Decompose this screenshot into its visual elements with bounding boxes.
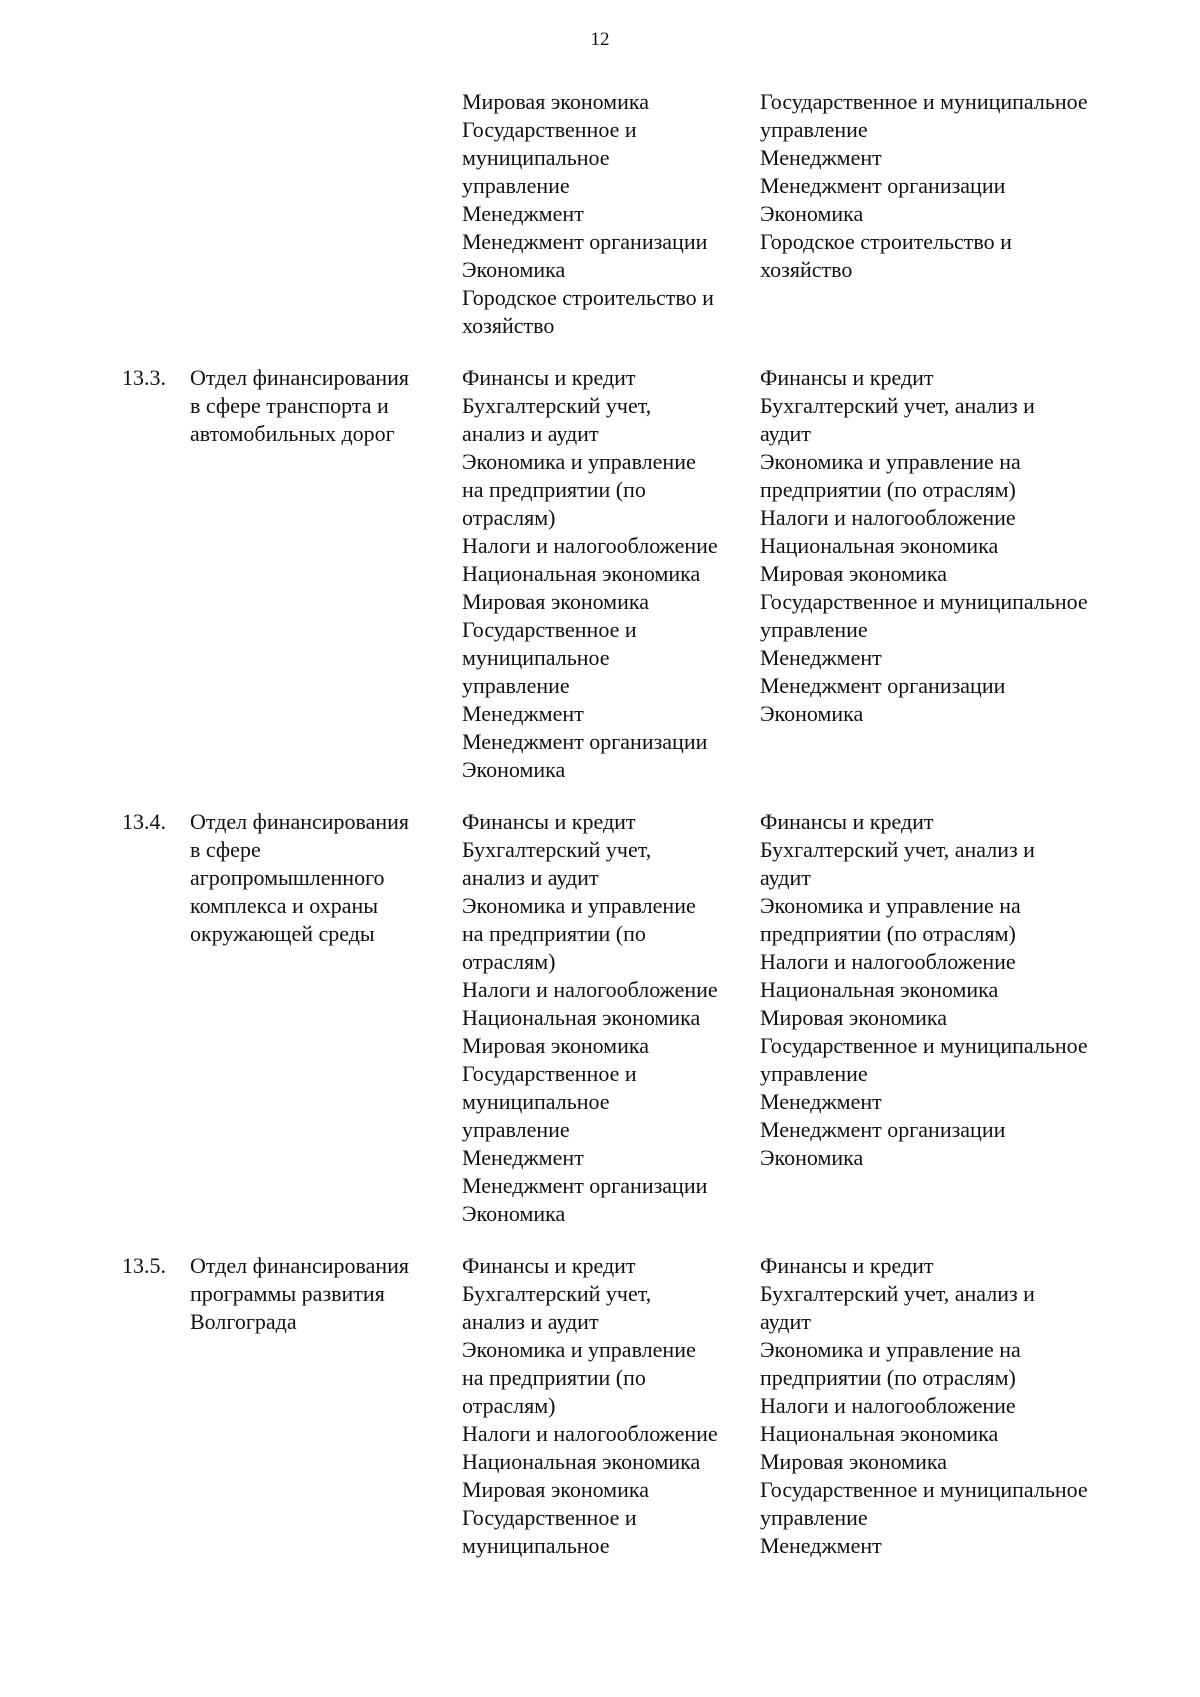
table-row <box>0 364 1200 808</box>
list-item: Мировая экономика <box>462 589 649 614</box>
list-item: Финансы и кредит <box>760 1253 934 1278</box>
list-item: Экономика <box>462 1201 566 1226</box>
list-item: аудит <box>760 865 811 890</box>
list-item: Менеджмент <box>462 701 584 726</box>
specialties-list-b <box>760 88 1160 284</box>
specialties-list-a <box>462 88 752 340</box>
department-line: Отдел финансирования <box>190 365 410 390</box>
list-item: Менеджмент <box>760 145 882 170</box>
list-item: Экономика и управление на <box>760 449 1021 474</box>
list-item: Экономика <box>462 257 566 282</box>
list-item: Менеджмент <box>760 1533 882 1558</box>
row-number: 13.3. <box>122 365 166 390</box>
list-item: Бухгалтерский учет, <box>462 393 652 418</box>
list-item: Бухгалтерский учет, анализ и <box>760 837 1035 862</box>
list-item: Налоги и налогообложение <box>760 505 1016 530</box>
list-item: анализ и аудит <box>462 1309 599 1334</box>
list-item: аудит <box>760 421 811 446</box>
department-line: Отдел финансирования <box>190 1253 410 1278</box>
list-item: муниципальное <box>462 1533 610 1558</box>
department-line: программы развития <box>190 1281 385 1306</box>
list-item: аудит <box>760 1309 811 1334</box>
list-item: Менеджмент организации <box>462 729 708 754</box>
list-item: муниципальное <box>462 145 610 170</box>
table-row <box>0 88 1200 364</box>
list-item: отраслям) <box>462 949 556 974</box>
specialties-list-a <box>462 1252 752 1560</box>
list-item: управление <box>760 1505 868 1530</box>
list-item: Менеджмент организации <box>760 173 1006 198</box>
list-item: Налоги и налогообложение <box>462 1421 718 1446</box>
department-name <box>190 808 440 948</box>
list-item: Экономика <box>462 757 566 782</box>
list-item: Менеджмент <box>760 645 882 670</box>
list-item: муниципальное <box>462 645 610 670</box>
list-item: Менеджмент организации <box>760 673 1006 698</box>
list-item: Менеджмент <box>462 1145 584 1170</box>
list-item: Бухгалтерский учет, <box>462 837 652 862</box>
list-item: Экономика <box>760 201 864 226</box>
list-item: Налоги и налогообложение <box>760 949 1016 974</box>
specialties-list-a <box>462 364 752 784</box>
list-item: Государственное и <box>462 1061 637 1086</box>
list-item: Мировая экономика <box>760 1005 947 1030</box>
list-item: Налоги и налогообложение <box>760 1393 1016 1418</box>
list-item: Национальная экономика <box>462 1449 701 1474</box>
list-item: управление <box>462 173 570 198</box>
list-item: Экономика <box>760 1145 864 1170</box>
list-item: Налоги и налогообложение <box>462 977 718 1002</box>
list-item: Национальная экономика <box>760 533 999 558</box>
list-item: Финансы и кредит <box>760 365 934 390</box>
list-item: Менеджмент <box>760 1089 882 1114</box>
specialties-list-a <box>462 808 752 1228</box>
list-item: Бухгалтерский учет, анализ и <box>760 1281 1035 1306</box>
list-item: Государственное и муниципальное <box>760 589 1088 614</box>
list-item: Налоги и налогообложение <box>462 533 718 558</box>
department-line: автомобильных дорог <box>190 421 395 446</box>
list-item: Финансы и кредит <box>462 1253 636 1278</box>
department-name <box>190 364 440 448</box>
page-number: 12 <box>590 29 610 50</box>
list-item: Менеджмент <box>462 201 584 226</box>
department-line: агропромышленного <box>190 865 385 890</box>
list-item: отраслям) <box>462 1393 556 1418</box>
list-item: управление <box>462 1117 570 1142</box>
list-item: управление <box>760 617 868 642</box>
list-item: управление <box>462 673 570 698</box>
table-row <box>0 808 1200 1252</box>
list-item: управление <box>760 1061 868 1086</box>
table-row <box>0 1252 1200 1584</box>
list-item: Менеджмент организации <box>462 229 708 254</box>
list-item: Финансы и кредит <box>462 365 636 390</box>
list-item: Мировая экономика <box>462 1033 649 1058</box>
specialties-list-b <box>760 364 1160 728</box>
list-item: на предприятии (по <box>462 477 646 502</box>
specialties-table <box>0 88 1200 1584</box>
list-item: Бухгалтерский учет, <box>462 1281 652 1306</box>
list-item: Экономика и управление <box>462 893 696 918</box>
list-item: анализ и аудит <box>462 421 599 446</box>
list-item: на предприятии (по <box>462 1365 646 1390</box>
department-line: окружающей среды <box>190 921 375 946</box>
department-line: в сфере транспорта и <box>190 393 389 418</box>
list-item: Государственное и муниципальное <box>760 1477 1088 1502</box>
list-item: управление <box>760 117 868 142</box>
specialties-list-b <box>760 808 1160 1172</box>
department-line: комплекса и охраны <box>190 893 379 918</box>
list-item: Национальная экономика <box>462 561 701 586</box>
list-item: Экономика и управление на <box>760 1337 1021 1362</box>
list-item: Государственное и муниципальное <box>760 1033 1088 1058</box>
list-item: Городское строительство и <box>760 229 1012 254</box>
list-item: Государственное и муниципальное <box>760 89 1088 114</box>
list-item: на предприятии (по <box>462 921 646 946</box>
list-item: Государственное и <box>462 1505 637 1530</box>
list-item: Финансы и кредит <box>462 809 636 834</box>
list-item: Мировая экономика <box>760 1449 947 1474</box>
list-item: Экономика и управление на <box>760 893 1021 918</box>
list-item: муниципальное <box>462 1089 610 1114</box>
list-item: предприятии (по отраслям) <box>760 921 1016 946</box>
list-item: Менеджмент организации <box>462 1173 708 1198</box>
list-item: Городское строительство и <box>462 285 714 310</box>
list-item: Национальная экономика <box>462 1005 701 1030</box>
list-item: Государственное и <box>462 117 637 142</box>
list-item: Экономика <box>760 701 864 726</box>
list-item: Мировая экономика <box>462 89 649 114</box>
department-name <box>190 1252 440 1336</box>
row-number: 13.5. <box>122 1253 166 1278</box>
list-item: Финансы и кредит <box>760 809 934 834</box>
list-item: Мировая экономика <box>462 1477 649 1502</box>
list-item: хозяйство <box>462 313 555 338</box>
list-item: Экономика и управление <box>462 1337 696 1362</box>
list-item: Экономика и управление <box>462 449 696 474</box>
list-item: предприятии (по отраслям) <box>760 1365 1016 1390</box>
list-item: предприятии (по отраслям) <box>760 477 1016 502</box>
department-line: Отдел финансирования <box>190 809 410 834</box>
specialties-list-b <box>760 1252 1160 1560</box>
list-item: Государственное и <box>462 617 637 642</box>
list-item: анализ и аудит <box>462 865 599 890</box>
list-item: Мировая экономика <box>760 561 947 586</box>
list-item: Менеджмент организации <box>760 1117 1006 1142</box>
department-line: в сфере <box>190 837 261 862</box>
list-item: Национальная экономика <box>760 977 999 1002</box>
list-item: хозяйство <box>760 257 853 282</box>
row-number: 13.4. <box>122 809 166 834</box>
list-item: Национальная экономика <box>760 1421 999 1446</box>
list-item: Бухгалтерский учет, анализ и <box>760 393 1035 418</box>
list-item: отраслям) <box>462 505 556 530</box>
department-line: Волгограда <box>190 1309 297 1334</box>
